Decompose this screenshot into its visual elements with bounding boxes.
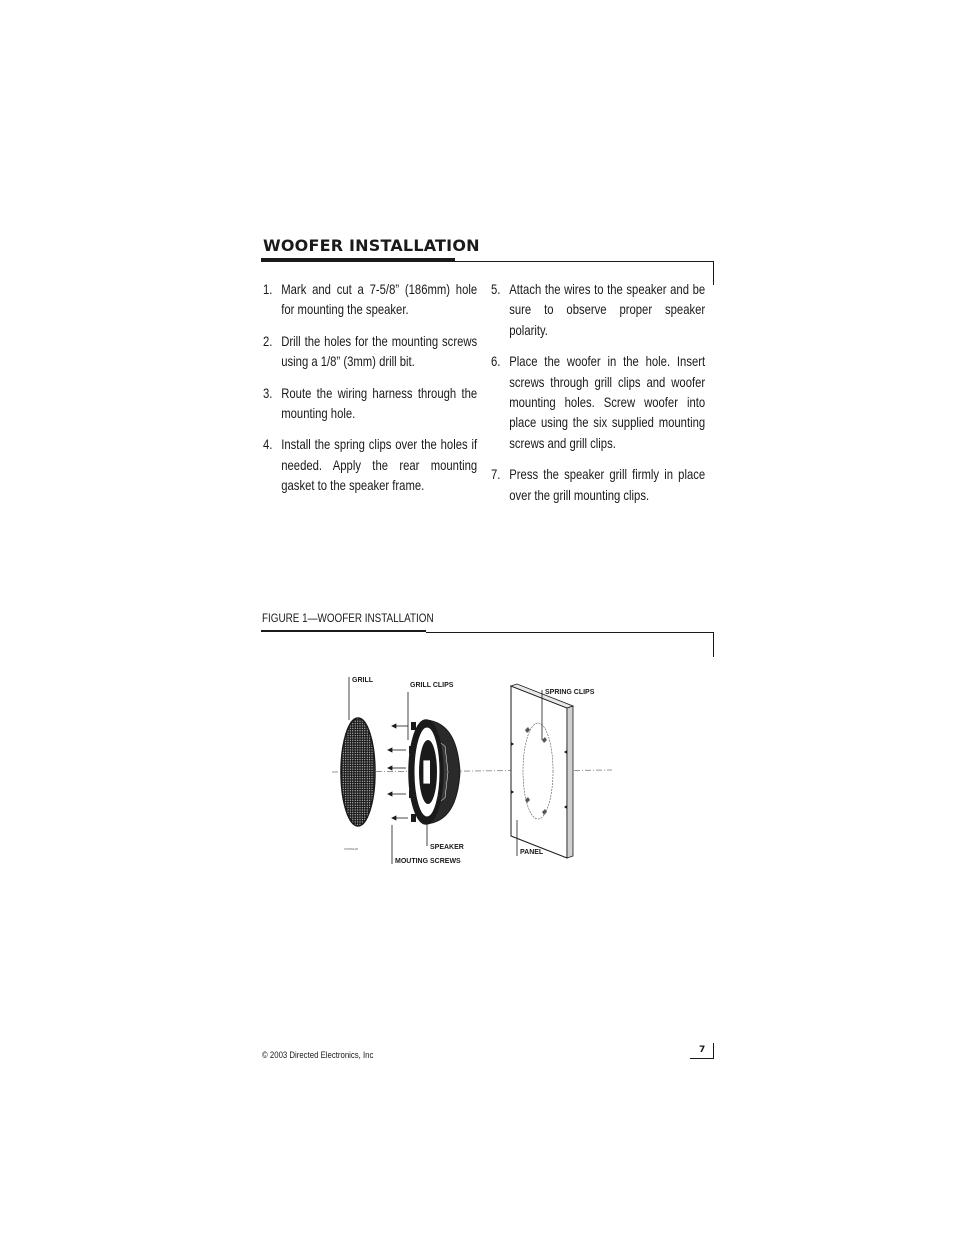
section-heading: WOOFER INSTALLATION (263, 236, 480, 255)
step-item (263, 280, 477, 321)
step-item (263, 384, 477, 425)
step-item (263, 435, 477, 496)
step-number: 3. (263, 385, 273, 401)
heading-rule (455, 261, 714, 262)
mounting-screws-label: MOUTING SCREWS (395, 858, 461, 865)
spring-clips-label: SPRING CLIPS (545, 689, 595, 696)
page-number: 7 (699, 1045, 706, 1055)
figure-caption-underline (261, 630, 426, 632)
grill-clips-label: GRILL CLIPS (410, 682, 454, 689)
step-number: 7. (491, 467, 501, 483)
step-text: Mark and cut a 7-5/8” (186mm) hole for mounting the speaker. (281, 282, 478, 318)
steps-left-column (263, 280, 478, 508)
step-text: Attach the wires to the speaker and be sure to observe proper speaker polarity. (509, 282, 706, 338)
step-number: 1. (263, 282, 273, 297)
step-text: Place the woofer in the hole. Insert screws through grill clips and woofer mounting holes. Screw woofer into place using the six supplied mounting screws and grill clips. (509, 354, 706, 451)
figure-caption: FIGURE 1—WOOFER INSTALLATION (262, 613, 434, 625)
heading-underline-bar (261, 258, 455, 262)
step-item (491, 280, 705, 341)
figure-rule-tick (713, 632, 714, 657)
speaker-label: SPEAKER (430, 844, 464, 851)
step-item (491, 465, 705, 506)
grill-label: GRILL (352, 677, 373, 684)
step-item (491, 352, 705, 454)
step-text: Install the spring clips over the holes if needed. Apply the rear mounting gasket to the speaker frame. (281, 437, 478, 494)
woofer-installation-diagram (330, 660, 630, 880)
step-number: 6. (491, 354, 501, 370)
step-number: 4. (263, 437, 273, 453)
copyright-notice: © 2003 Directed Electronics, Inc (262, 1050, 374, 1061)
heading-rule-tick (713, 261, 714, 285)
step-number: 2. (263, 333, 273, 349)
speaker-illustration (409, 720, 460, 824)
mounting-screws-illustration (388, 724, 408, 820)
page-number-tick (713, 1043, 714, 1059)
step-text: Press the speaker grill firmly in place over the grill mounting clips. (509, 467, 706, 503)
step-number: 5. (491, 282, 501, 297)
grill-illustration (341, 718, 375, 826)
diagram-code: CPW6218 (344, 847, 358, 851)
steps-right-column (491, 280, 706, 517)
page-number-rule (690, 1058, 714, 1059)
step-text: Route the wiring harness through the mounting hole. (281, 385, 478, 422)
step-text: Drill the holes for the mounting screws using a 1/8” (3mm) drill bit. (281, 333, 478, 370)
panel-label: PANEL (520, 849, 544, 856)
step-item (263, 332, 477, 373)
figure-rule (426, 632, 714, 633)
